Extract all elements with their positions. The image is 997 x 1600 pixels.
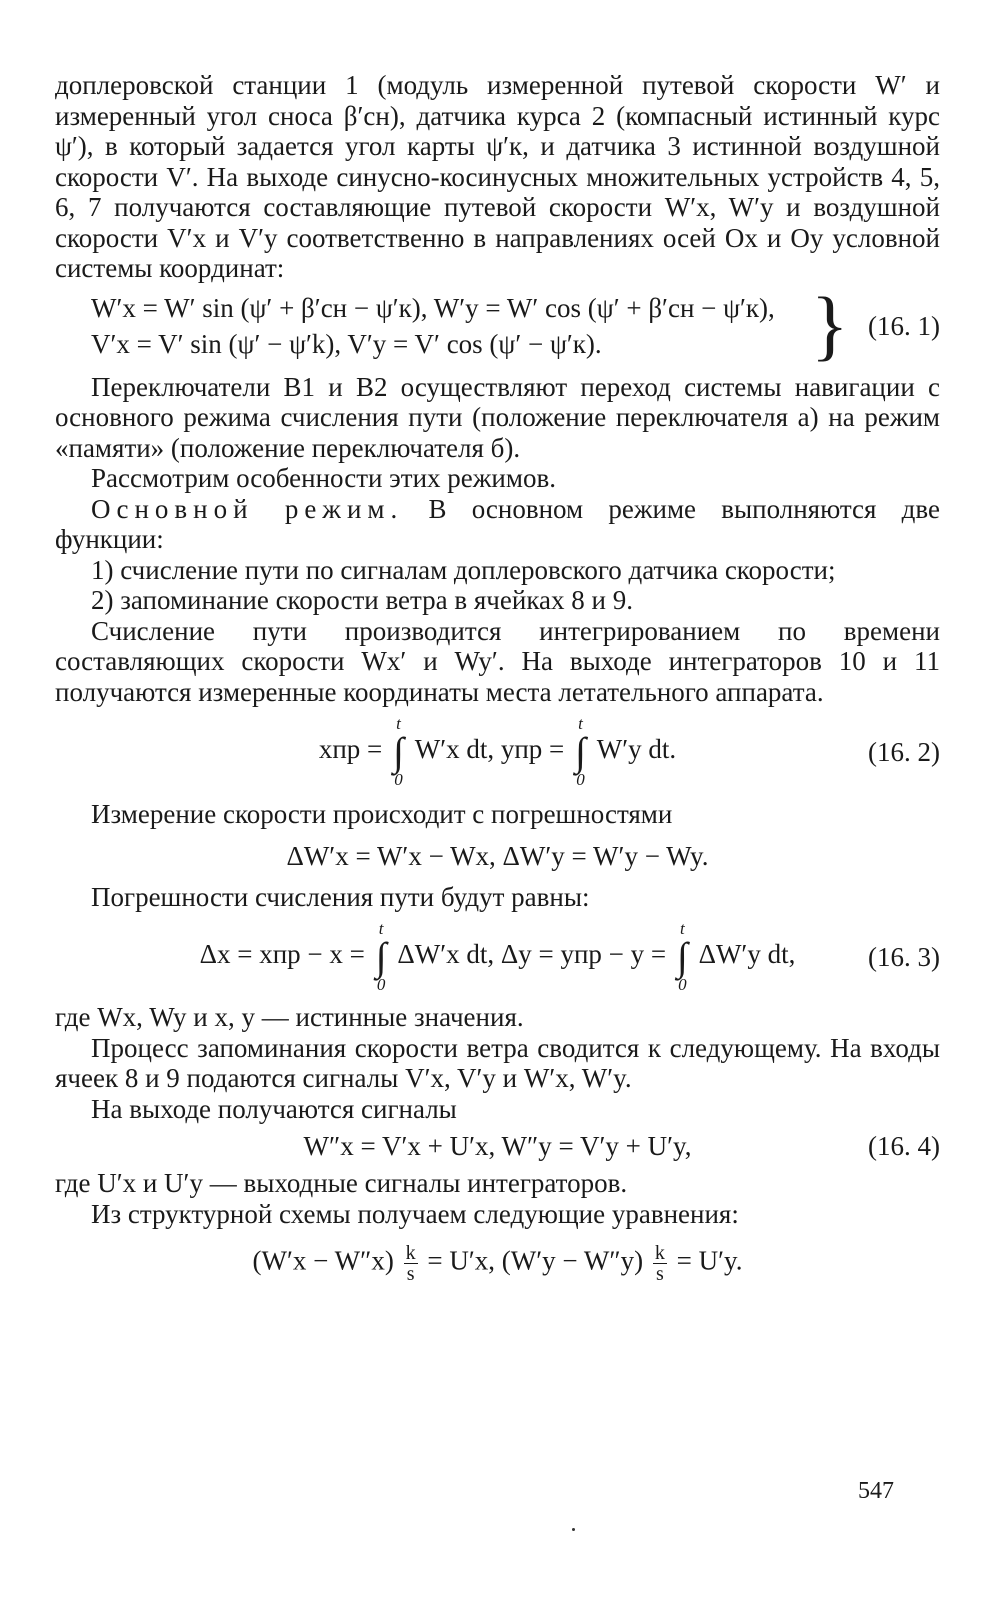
equation-16-1-line-1: W′x = W′ sin (ψ′ + β′сн − ψ′к), W′y = W′ cos (ψ′ + β′сн − ψ′к), [91, 292, 775, 323]
paragraph-8: Измерение скорости происходит с погрешностями [91, 799, 673, 829]
paragraph-4 [55, 494, 940, 555]
paragraph-3: Рассмотрим особенности этих режимов. [91, 463, 556, 493]
integral-sign: t ∫ 0 [375, 919, 387, 994]
equation-errors: ΔW′x = W′x − Wx, ΔW′y = W′y − Wy. [286, 840, 709, 871]
page-number: 547 [858, 1478, 894, 1504]
paragraph-1: доплеровской станции 1 (модуль измеренной путевой скорости W′ и измеренный угол сноса β′сн), датчика курса 2 (компасный истинный курс ψ′), в который задается угол карты ψ′к, и датчика 3 истинной воздушной скорости V′. На выходе синусно-косинусных множительных устройств 4, 5, 6, 7 получаются составляющие путевой скорости W′x, W′y и воздушной скорости V′x и V′y соответственно в направлениях осей Ox и Oy условной системы координат: [55, 70, 940, 283]
paragraph-14: Из структурной схемы получаем следующие уравнения: [91, 1198, 739, 1229]
equation-16-2-mid: W′x dt, yпр = [414, 734, 565, 765]
print-speck [572, 1528, 575, 1531]
paragraph-7: Счисление пути производится интегрированием по времени составляющих скорости Wx′ и Wy′. На выходе интеграторов 10 и 11 получаются измеренные координаты места летательного аппарата. [55, 615, 940, 707]
paragraph-11: Процесс запоминания скорости ветра сводится к следующему. На входы ячеек 8 и 9 подаются сигналы V′x, V′y и W′x, W′y. [55, 1032, 940, 1093]
equation-final [55, 1243, 940, 1284]
fraction: $\frac{k}{s}$ [654, 1242, 665, 1285]
equation-final-part-1: (W′x − W″x) [252, 1245, 394, 1276]
equation-16-3-mid: ΔW′x dt, Δy = yпр − y = [397, 939, 667, 970]
equation-final-part-2: = U′x, (W′y − W″y) [427, 1245, 644, 1276]
page-content [55, 70, 940, 1284]
equation-number: (16. 1) [868, 310, 940, 341]
integral-sign: t ∫ 0 [393, 714, 404, 789]
list-item-2: 2) запоминание скорости ветра в ячейках 8 и 9. [91, 585, 633, 615]
equation-16-2-rhs: W′y dt. [596, 734, 677, 765]
paragraph-4-text: В основном режиме выполняются две функции: [55, 493, 940, 554]
paragraph-13: где U′x и U′y — выходные сигналы интеграторов. [55, 1168, 628, 1198]
integral-sign: t ∫ 0 [575, 714, 587, 789]
paragraph-9: Погрешности счисления пути будут равны: [91, 881, 590, 912]
equation-16-4: W″x = V′x + U′x, W″y = V′y + U′y, (16. 4) [303, 1131, 940, 1161]
section-heading: Основной режим. [91, 493, 404, 524]
equation-final-part-3: = U′y. [676, 1245, 743, 1276]
integral-sign: t ∫ 0 [676, 919, 688, 994]
fraction: $\frac{k}{s}$ [405, 1242, 416, 1285]
equation-number: (16. 2) [868, 737, 940, 767]
paragraph-12: На выходе получаются сигналы [91, 1093, 457, 1124]
list-item-1: 1) счисление пути по сигналам доплеровского датчика скорости; [91, 554, 836, 585]
paragraph-2: Переключатели B1 и B2 осуществляют переход системы навигации с основного режима счисления пути (положение переключателя a) на режим «памяти» (положение переключателя б). [55, 371, 940, 463]
equation-16-1 [91, 280, 940, 368]
equation-16-3 [55, 920, 940, 994]
brace-symbol: } [811, 280, 849, 368]
equation-number: (16. 3) [868, 942, 940, 972]
equation-16-3-lhs: Δx = xпр − x = [199, 939, 365, 970]
equation-16-1-line-2: V′x = V′ sin (ψ′ − ψ′k), V′y = V′ cos (ψ′ − ψ′к). [91, 328, 602, 359]
equation-16-3-rhs: ΔW′y dt, [698, 939, 796, 970]
equation-16-2 [55, 715, 940, 789]
paragraph-10: где Wx, Wy и x, y — истинные значения. [55, 1002, 524, 1032]
equation-number: (16. 4) [868, 1131, 940, 1161]
equation-16-2-lhs: xпр = [318, 734, 383, 765]
